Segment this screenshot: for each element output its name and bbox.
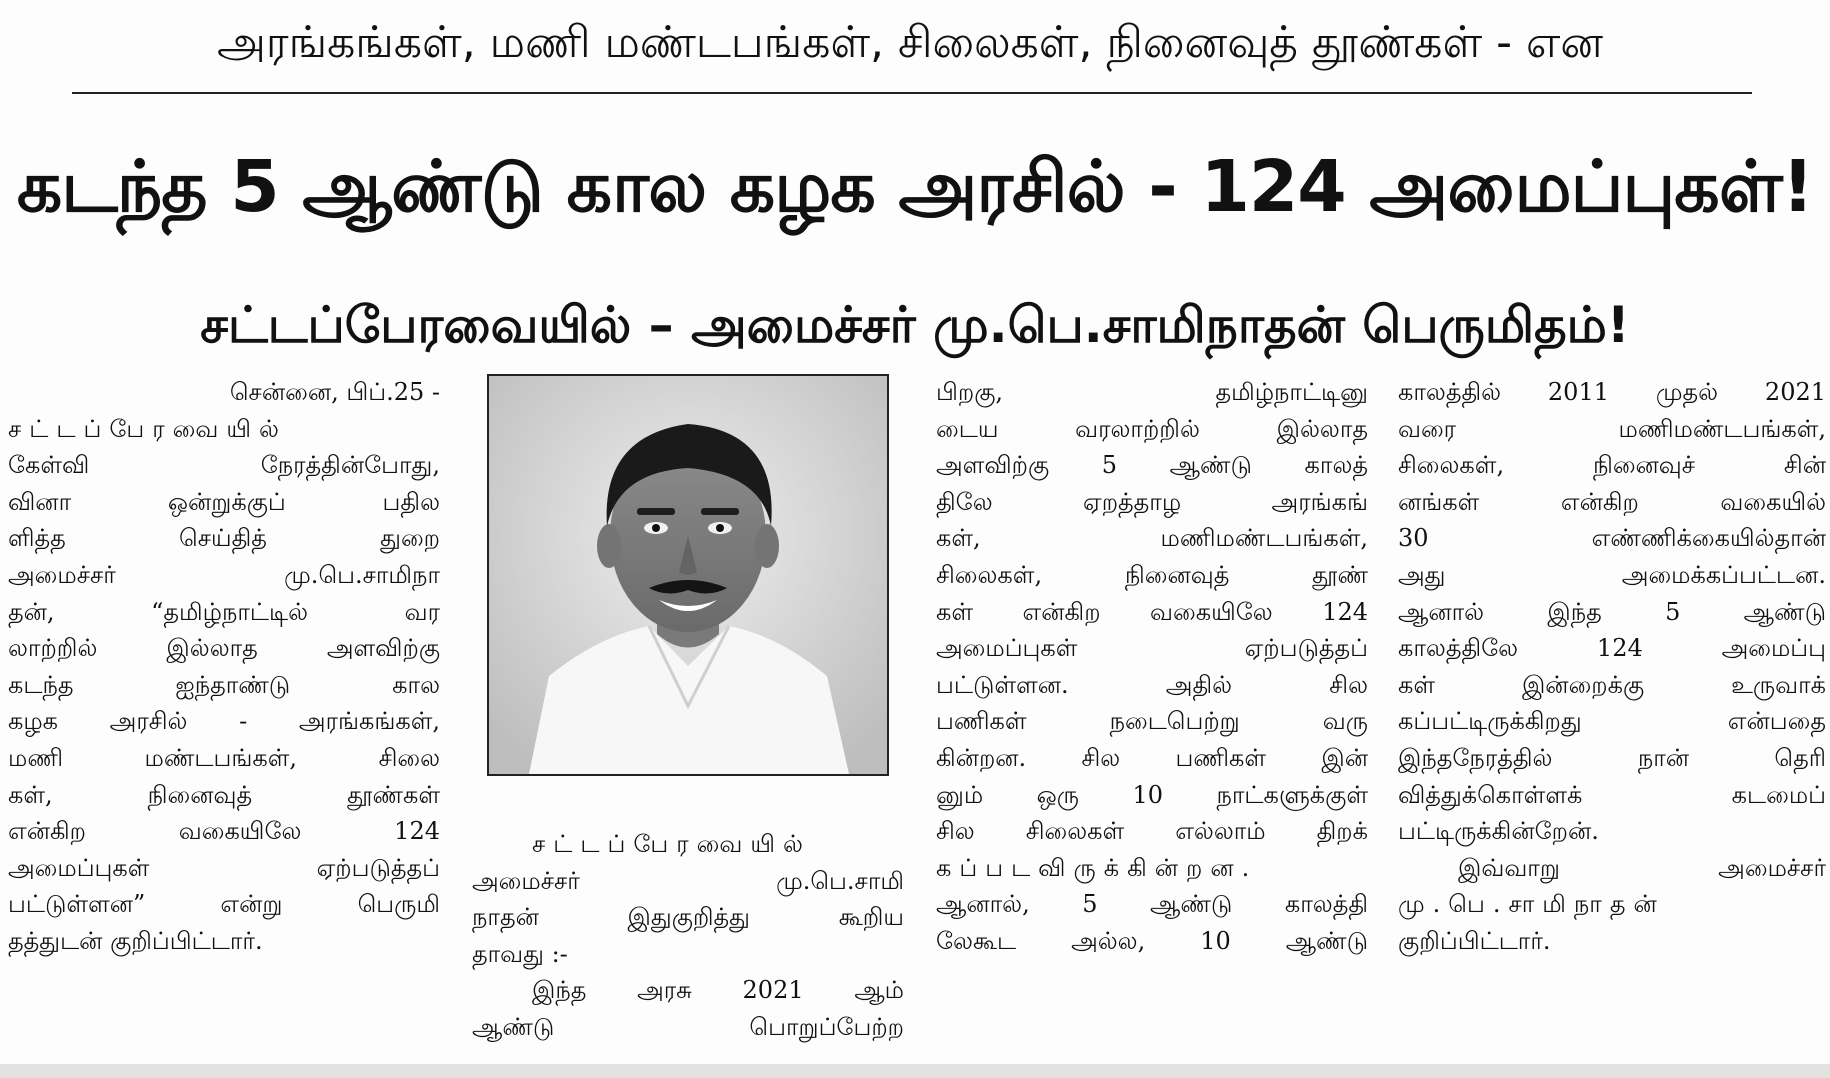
body-line: னும் ஒரு 10 நாட்களுக்குள்	[936, 780, 1368, 809]
body-line: சில சிலைகள் எல்லாம் திறக்	[936, 817, 1368, 846]
body-line: பிறகு, தமிழ்நாட்டினு	[936, 378, 1368, 406]
body-line: சிலைகள், நினைவுச் சின்	[1398, 451, 1826, 480]
body-line: சட்டப்பேரவையில்	[532, 830, 811, 858]
body-line: லேகூட அல்ல, 10 ஆண்டு	[936, 926, 1368, 955]
body-line: தன், “தமிழ்நாட்டில் வர	[8, 597, 440, 626]
dateline: சென்னை, பிப்.25 -	[229, 378, 440, 406]
body-line: அது அமைக்கப்பட்டன.	[1398, 560, 1826, 589]
body-line: இவ்வாறு அமைச்சர்	[1458, 853, 1826, 882]
body-line: அமைச்சர் மு.பெ.சாமிநா	[8, 560, 440, 589]
body-line: குறிப்பிட்டார்.	[1398, 926, 1551, 955]
page-bottom-edge	[0, 1064, 1830, 1078]
article-column-2	[472, 826, 904, 1046]
body-line: திலே ஏறத்தாழ அரங்கங்	[936, 487, 1368, 516]
body-line: கள் என்கிற வகையிலே 124	[936, 597, 1368, 626]
body-line: ளித்த செய்தித் துறை	[8, 524, 440, 553]
body-line: சட்டப்பேரவையில்	[8, 414, 287, 443]
article-column-3	[936, 374, 1368, 960]
body-line: மணி மண்டபங்கள், சிலை	[8, 743, 440, 772]
body-line: நாதன் இதுகுறித்து கூறிய	[472, 903, 904, 932]
body-line: காலத்தில் 2011 முதல் 2021	[1398, 378, 1826, 406]
body-line: இந்த அரசு 2021 ஆம்	[532, 976, 904, 1005]
body-line: என்கிற வகையிலே 124	[8, 817, 440, 846]
body-line: கப்பட்டிருக்கிறது என்பதை	[1398, 707, 1826, 736]
body-line: கின்றன. சில பணிகள் இன்	[936, 743, 1368, 772]
body-line: ஆனால், 5 ஆண்டு காலத்தி	[936, 890, 1368, 919]
body-line: னங்கள் என்கிற வகையில்	[1398, 487, 1826, 516]
body-line: இந்தநேரத்தில் நான் தெரி	[1398, 743, 1826, 772]
body-line: தாவது :-	[472, 939, 568, 968]
body-line: கள் இன்றைக்கு உருவாக்	[1398, 670, 1826, 699]
body-line: கழக அரசில் - அரங்கங்கள்,	[8, 707, 440, 736]
body-line: பட்டுள்ளன” என்று பெருமி	[8, 890, 440, 919]
body-line: ஆனால் இந்த 5 ஆண்டு	[1398, 597, 1826, 626]
sub-headline: சட்டப்பேரவையில் – அமைச்சர் மு.பெ.சாமிநாதன் பெருமிதம்!	[200, 296, 1630, 354]
body-line: சிலைகள், நினைவுத் தூண்	[936, 560, 1368, 589]
body-line: ஆண்டு பொறுப்பேற்ற	[472, 1012, 904, 1041]
body-line: கள், மணிமண்டபங்கள்,	[936, 524, 1368, 553]
body-line: லாற்றில் இல்லாத அளவிற்கு	[8, 634, 440, 663]
body-line: வரை மணிமண்டபங்கள்,	[1398, 414, 1826, 443]
body-line: அமைச்சர் மு.பெ.சாமி	[472, 866, 904, 895]
body-line: வினா ஒன்றுக்குப் பதில	[8, 487, 440, 516]
body-line: பட்டிருக்கின்றேன்.	[1398, 817, 1599, 846]
body-line: காலத்திலே 124 அமைப்பு	[1398, 634, 1826, 663]
body-line: கள், நினைவுத் தூண்கள்	[8, 780, 440, 809]
body-line: பணிகள் நடைபெற்று வரு	[936, 707, 1368, 736]
kicker-rule	[72, 92, 1752, 94]
article-column-4	[1398, 374, 1826, 960]
kicker-headline: அரங்கங்கள், மணி மண்டபங்கள், சிலைகள், நினைவுத் தூண்கள் - என	[216, 17, 1604, 68]
body-line: வித்துக்கொள்ளக் கடமைப்	[1398, 780, 1826, 809]
body-line: கடந்த ஐந்தாண்டு கால	[8, 670, 440, 699]
body-line: தத்துடன் குறிப்பிட்டார்.	[8, 926, 263, 955]
body-line: டைய வரலாற்றில் இல்லாத	[936, 414, 1368, 443]
article-column-1	[8, 374, 440, 960]
body-line: அமைப்புகள் ஏற்படுத்தப்	[8, 853, 440, 882]
portrait-image	[489, 376, 887, 774]
body-line: கேள்வி நேரத்தின்போது,	[8, 451, 440, 480]
body-line: அளவிற்கு 5 ஆண்டு காலத்	[936, 451, 1368, 480]
body-line: 30 எண்ணிக்கையில்தான்	[1398, 524, 1826, 553]
minister-photo	[487, 374, 889, 776]
body-line: பட்டுள்ளன. அதில் சில	[936, 670, 1368, 699]
body-line: கப்படவிருக்கின்றன.	[936, 853, 1258, 882]
body-line: அமைப்புகள் ஏற்படுத்தப்	[936, 634, 1368, 663]
main-headline: கடந்த 5 ஆண்டு கால கழக அரசில் - 124 அமைப்புகள்!	[16, 145, 1814, 228]
body-line: மு.பெ.சாமிநாதன்	[1398, 890, 1665, 919]
